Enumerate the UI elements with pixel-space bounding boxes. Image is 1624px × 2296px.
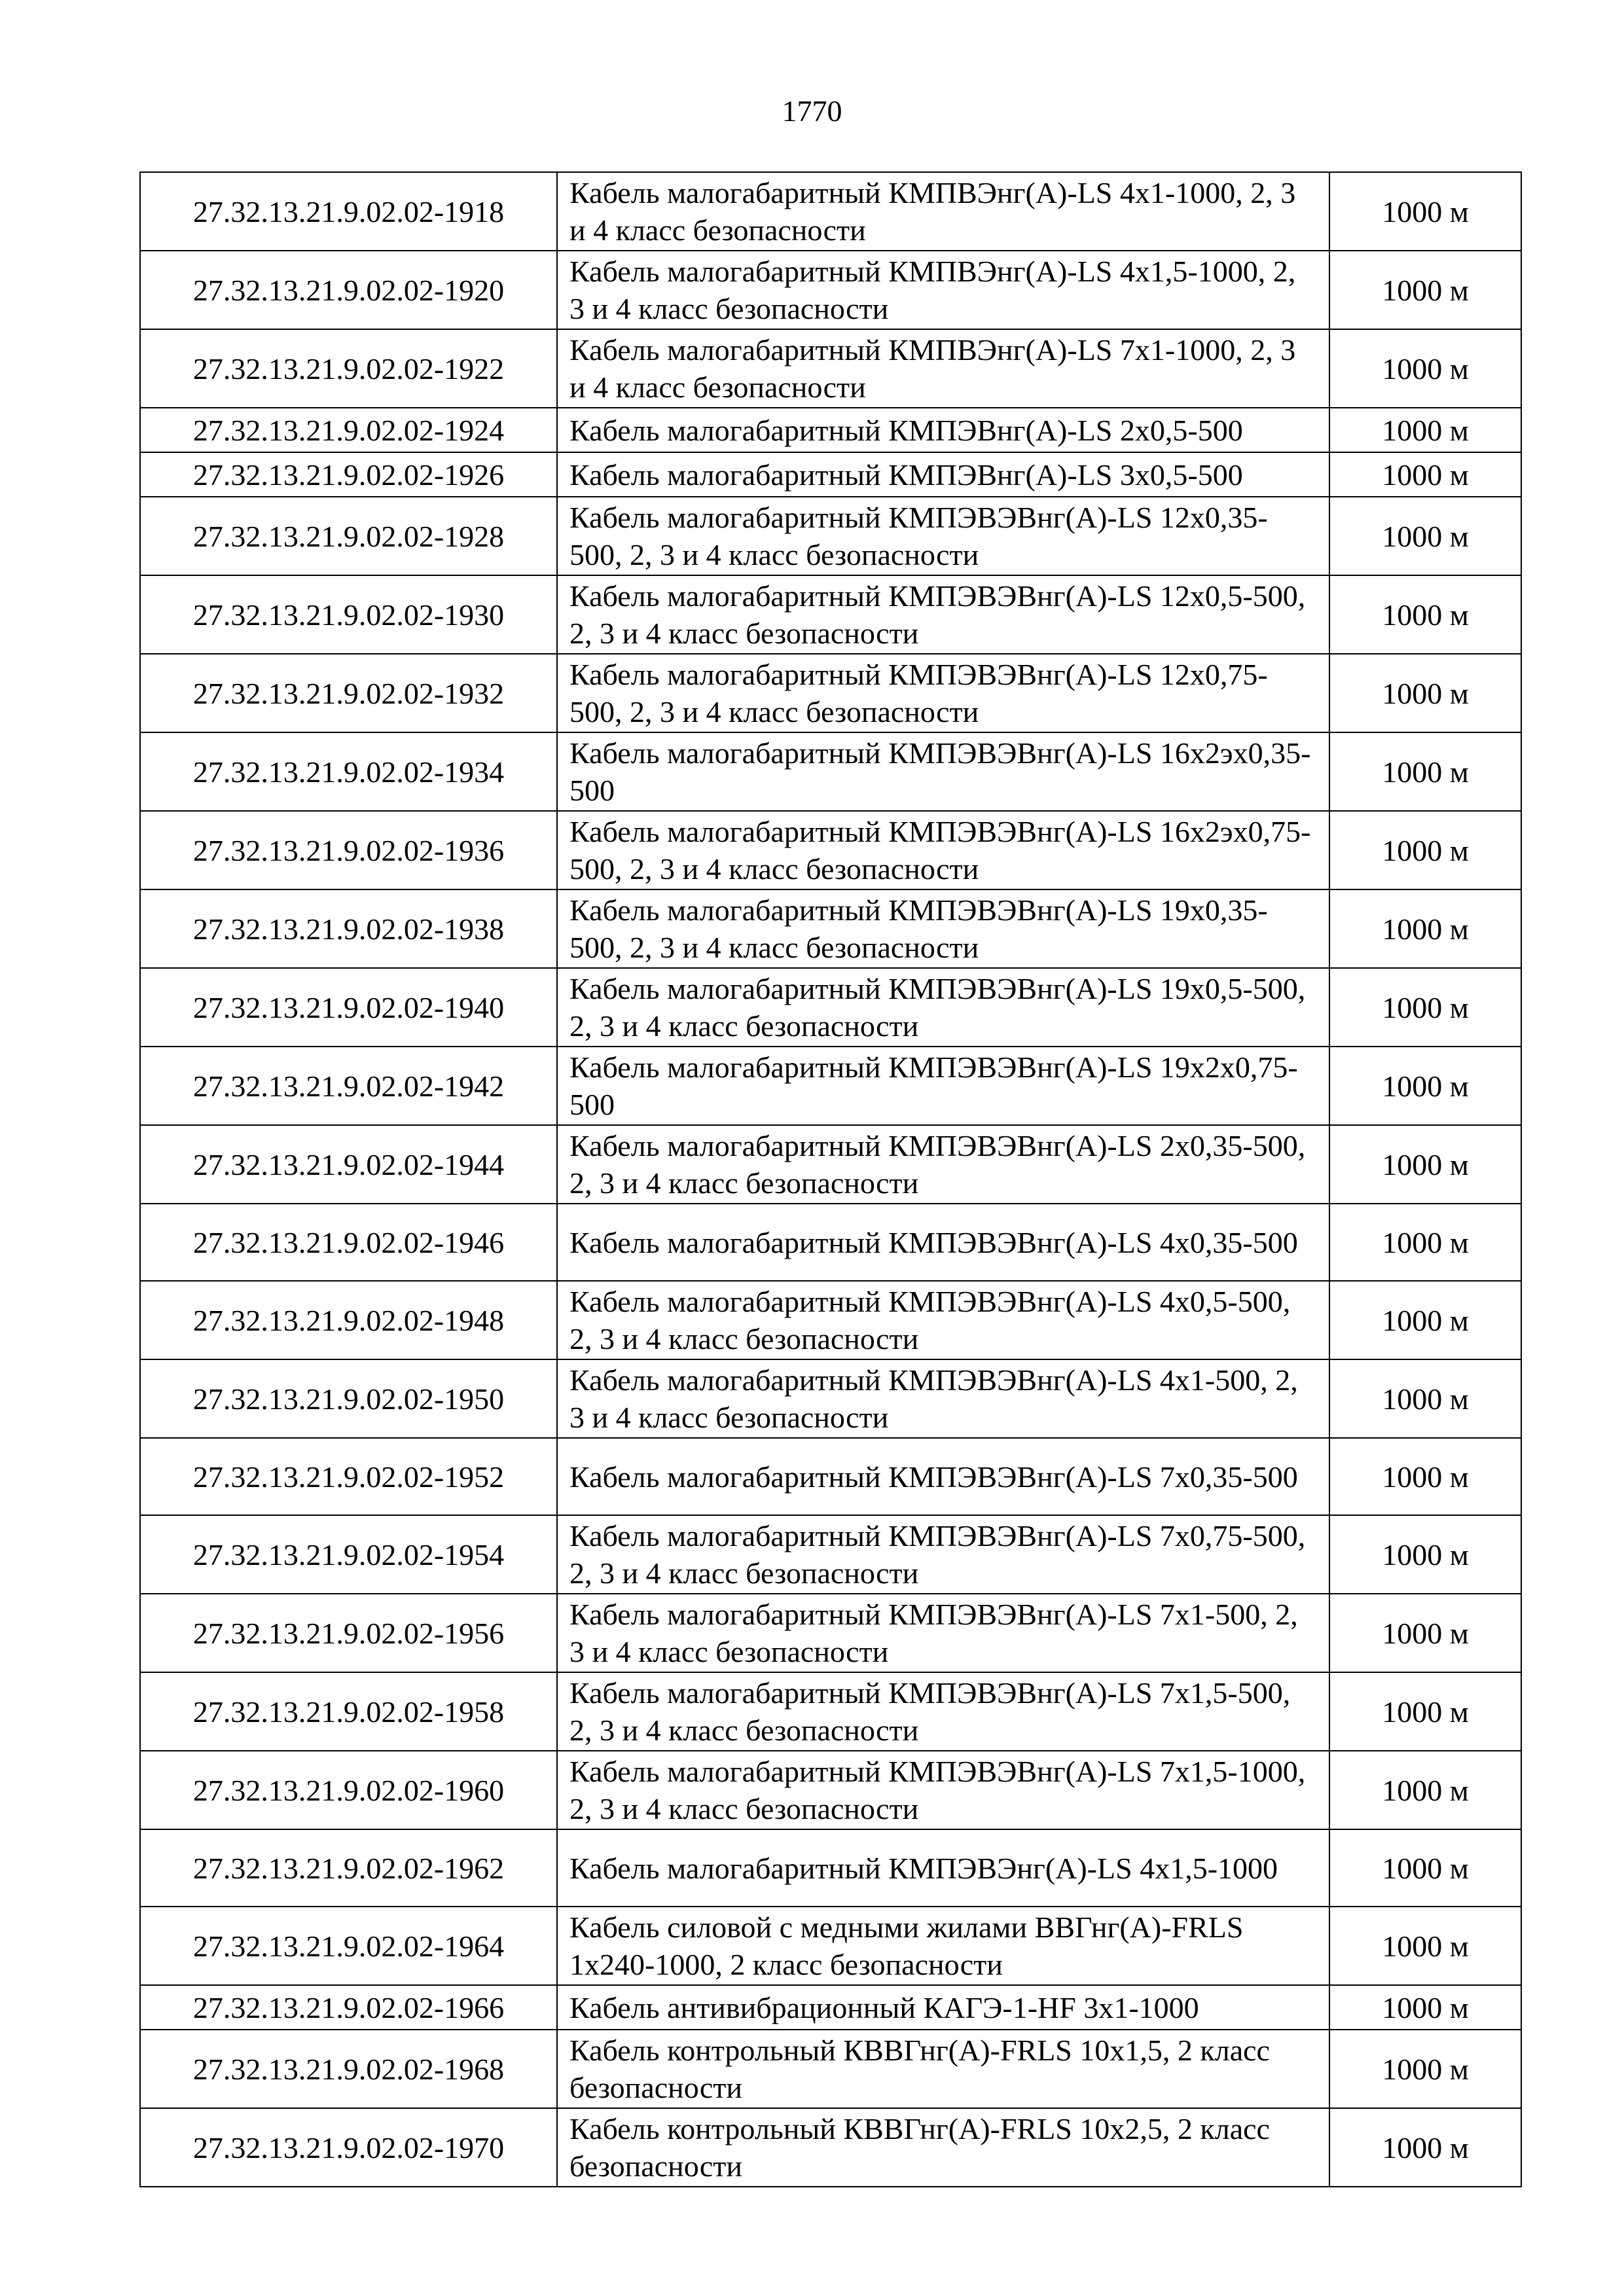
table-row xyxy=(140,1438,1521,1515)
name-cell: Кабель малогабаритный КМПЭВнг(A)-LS 2x0,5-500 xyxy=(557,408,1329,452)
unit-cell: 1000 м xyxy=(1329,1047,1521,1125)
code-cell: 27.32.13.21.9.02.02-1956 xyxy=(140,1594,557,1672)
code-cell: 27.32.13.21.9.02.02-1926 xyxy=(140,452,557,497)
table-body xyxy=(140,172,1521,2187)
unit-cell: 1000 м xyxy=(1329,811,1521,889)
unit-cell: 1000 м xyxy=(1329,497,1521,575)
table-row xyxy=(140,497,1521,575)
unit-cell: 1000 м xyxy=(1329,1907,1521,1985)
table-row xyxy=(140,2030,1521,2108)
code-cell: 27.32.13.21.9.02.02-1940 xyxy=(140,968,557,1047)
page-number: 1770 xyxy=(782,94,842,128)
name-cell: Кабель малогабаритный КМПЭВЭВнг(A)-LS 7x0,75-500, 2, 3 и 4 класс безопасности xyxy=(557,1515,1329,1594)
name-cell: Кабель малогабаритный КМПЭВЭВнг(A)-LS 7x1,5-500, 2, 3 и 4 класс безопасности xyxy=(557,1672,1329,1751)
table-row xyxy=(140,1985,1521,2030)
code-cell: 27.32.13.21.9.02.02-1936 xyxy=(140,811,557,889)
unit-cell: 1000 м xyxy=(1329,968,1521,1047)
unit-cell: 1000 м xyxy=(1329,452,1521,497)
unit-cell: 1000 м xyxy=(1329,1515,1521,1594)
table-row xyxy=(140,1829,1521,1907)
code-cell: 27.32.13.21.9.02.02-1942 xyxy=(140,1047,557,1125)
table-row xyxy=(140,811,1521,889)
name-cell: Кабель малогабаритный КМПЭВЭВнг(A)-LS 4x0,35-500 xyxy=(557,1204,1329,1281)
code-cell: 27.32.13.21.9.02.02-1970 xyxy=(140,2108,557,2187)
table-row xyxy=(140,329,1521,408)
unit-cell: 1000 м xyxy=(1329,1125,1521,1204)
code-cell: 27.32.13.21.9.02.02-1938 xyxy=(140,889,557,968)
name-cell: Кабель малогабаритный КМПЭВЭВнг(A)-LS 12x0,35-500, 2, 3 и 4 класс безопасности xyxy=(557,497,1329,575)
unit-cell: 1000 м xyxy=(1329,251,1521,329)
table-row xyxy=(140,889,1521,968)
name-cell: Кабель антивибрационный КАГЭ-1-HF 3x1-1000 xyxy=(557,1985,1329,2030)
code-cell: 27.32.13.21.9.02.02-1960 xyxy=(140,1751,557,1829)
name-cell: Кабель малогабаритный КМПЭВЭВнг(A)-LS 7x1,5-1000, 2, 3 и 4 класс безопасности xyxy=(557,1751,1329,1829)
name-cell: Кабель малогабаритный КМПЭВЭВнг(A)-LS 7x1-500, 2, 3 и 4 класс безопасности xyxy=(557,1594,1329,1672)
unit-cell: 1000 м xyxy=(1329,654,1521,732)
unit-cell: 1000 м xyxy=(1329,1829,1521,1907)
name-cell: Кабель силовой с медными жилами ВВГнг(A)-FRLS 1x240-1000, 2 класс безопасности xyxy=(557,1907,1329,1985)
code-cell: 27.32.13.21.9.02.02-1968 xyxy=(140,2030,557,2108)
table-row xyxy=(140,1907,1521,1985)
unit-cell: 1000 м xyxy=(1329,1985,1521,2030)
name-cell: Кабель малогабаритный КМПЭВЭВнг(A)-LS 12x0,75-500, 2, 3 и 4 класс безопасности xyxy=(557,654,1329,732)
name-cell: Кабель малогабаритный КМПЭВЭВнг(A)-LS 19x0,5-500, 2, 3 и 4 класс безопасности xyxy=(557,968,1329,1047)
unit-cell: 1000 м xyxy=(1329,575,1521,654)
table-row xyxy=(140,654,1521,732)
unit-cell: 1000 м xyxy=(1329,732,1521,811)
code-cell: 27.32.13.21.9.02.02-1962 xyxy=(140,1829,557,1907)
code-cell: 27.32.13.21.9.02.02-1944 xyxy=(140,1125,557,1204)
table-row xyxy=(140,2108,1521,2187)
table-row xyxy=(140,1515,1521,1594)
name-cell: Кабель малогабаритный КМПВЭнг(A)-LS 7x1-1000, 2, 3 и 4 класс безопасности xyxy=(557,329,1329,408)
code-cell: 27.32.13.21.9.02.02-1918 xyxy=(140,172,557,251)
name-cell: Кабель контрольный КВВГнг(A)-FRLS 10x1,5, 2 класс безопасности xyxy=(557,2030,1329,2108)
table-row xyxy=(140,1594,1521,1672)
name-cell: Кабель малогабаритный КМПЭВЭВнг(A)-LS 12x0,5-500, 2, 3 и 4 класс безопасности xyxy=(557,575,1329,654)
unit-cell: 1000 м xyxy=(1329,1672,1521,1751)
unit-cell: 1000 м xyxy=(1329,408,1521,452)
table-row xyxy=(140,408,1521,452)
code-cell: 27.32.13.21.9.02.02-1952 xyxy=(140,1438,557,1515)
table-row xyxy=(140,172,1521,251)
name-cell: Кабель малогабаритный КМПЭВнг(A)-LS 3x0,5-500 xyxy=(557,452,1329,497)
code-cell: 27.32.13.21.9.02.02-1920 xyxy=(140,251,557,329)
resource-table xyxy=(139,171,1522,2187)
code-cell: 27.32.13.21.9.02.02-1948 xyxy=(140,1281,557,1359)
table-row xyxy=(140,732,1521,811)
table-row xyxy=(140,251,1521,329)
code-cell: 27.32.13.21.9.02.02-1950 xyxy=(140,1359,557,1438)
unit-cell: 1000 м xyxy=(1329,1359,1521,1438)
name-cell: Кабель малогабаритный КМПЭВЭВнг(A)-LS 16x2эx0,35-500 xyxy=(557,732,1329,811)
unit-cell: 1000 м xyxy=(1329,1438,1521,1515)
name-cell: Кабель малогабаритный КМПЭВЭВнг(A)-LS 4x0,5-500, 2, 3 и 4 класс безопасности xyxy=(557,1281,1329,1359)
unit-cell: 1000 м xyxy=(1329,172,1521,251)
unit-cell: 1000 м xyxy=(1329,1594,1521,1672)
code-cell: 27.32.13.21.9.02.02-1966 xyxy=(140,1985,557,2030)
code-cell: 27.32.13.21.9.02.02-1928 xyxy=(140,497,557,575)
name-cell: Кабель малогабаритный КМПЭВЭВнг(A)-LS 16x2эx0,75-500, 2, 3 и 4 класс безопасности xyxy=(557,811,1329,889)
code-cell: 27.32.13.21.9.02.02-1922 xyxy=(140,329,557,408)
code-cell: 27.32.13.21.9.02.02-1958 xyxy=(140,1672,557,1751)
table-row xyxy=(140,1125,1521,1204)
table-row xyxy=(140,1204,1521,1281)
name-cell: Кабель малогабаритный КМПЭВЭнг(A)-LS 4x1,5-1000 xyxy=(557,1829,1329,1907)
code-cell: 27.32.13.21.9.02.02-1954 xyxy=(140,1515,557,1594)
name-cell: Кабель малогабаритный КМПЭВЭВнг(A)-LS 19x2x0,75-500 xyxy=(557,1047,1329,1125)
code-cell: 27.32.13.21.9.02.02-1930 xyxy=(140,575,557,654)
code-cell: 27.32.13.21.9.02.02-1934 xyxy=(140,732,557,811)
name-cell: Кабель контрольный КВВГнг(A)-FRLS 10x2,5, 2 класс безопасности xyxy=(557,2108,1329,2187)
unit-cell: 1000 м xyxy=(1329,889,1521,968)
unit-cell: 1000 м xyxy=(1329,2030,1521,2108)
unit-cell: 1000 м xyxy=(1329,1204,1521,1281)
table-row xyxy=(140,1359,1521,1438)
unit-cell: 1000 м xyxy=(1329,329,1521,408)
table-row xyxy=(140,575,1521,654)
name-cell: Кабель малогабаритный КМПЭВЭВнг(A)-LS 4x1-500, 2, 3 и 4 класс безопасности xyxy=(557,1359,1329,1438)
name-cell: Кабель малогабаритный КМПЭВЭВнг(A)-LS 2x0,35-500, 2, 3 и 4 класс безопасности xyxy=(557,1125,1329,1204)
code-cell: 27.32.13.21.9.02.02-1932 xyxy=(140,654,557,732)
name-cell: Кабель малогабаритный КМПЭВЭВнг(A)-LS 7x0,35-500 xyxy=(557,1438,1329,1515)
table-row xyxy=(140,452,1521,497)
unit-cell: 1000 м xyxy=(1329,1281,1521,1359)
unit-cell: 1000 м xyxy=(1329,2108,1521,2187)
table-row xyxy=(140,1751,1521,1829)
table-row xyxy=(140,1047,1521,1125)
name-cell: Кабель малогабаритный КМПВЭнг(A)-LS 4x1-1000, 2, 3 и 4 класс безопасности xyxy=(557,172,1329,251)
code-cell: 27.32.13.21.9.02.02-1964 xyxy=(140,1907,557,1985)
table-row xyxy=(140,1281,1521,1359)
code-cell: 27.32.13.21.9.02.02-1946 xyxy=(140,1204,557,1281)
code-cell: 27.32.13.21.9.02.02-1924 xyxy=(140,408,557,452)
table-row xyxy=(140,968,1521,1047)
name-cell: Кабель малогабаритный КМПЭВЭВнг(A)-LS 19x0,35-500, 2, 3 и 4 класс безопасности xyxy=(557,889,1329,968)
name-cell: Кабель малогабаритный КМПВЭнг(A)-LS 4x1,5-1000, 2, 3 и 4 класс безопасности xyxy=(557,251,1329,329)
table-row xyxy=(140,1672,1521,1751)
unit-cell: 1000 м xyxy=(1329,1751,1521,1829)
